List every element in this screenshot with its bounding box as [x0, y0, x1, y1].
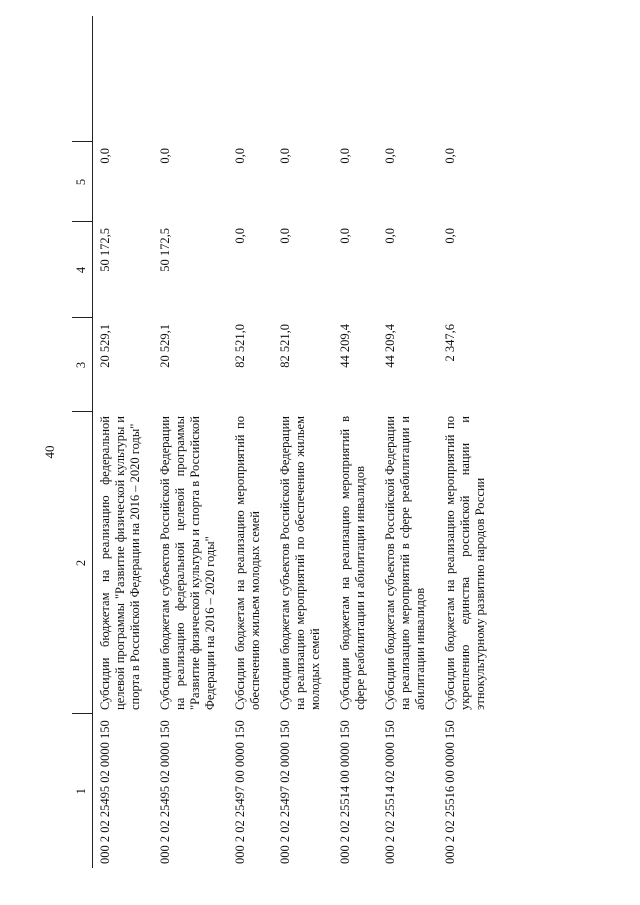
- header-col-1: 1: [72, 714, 93, 868]
- row-value-5: 0,0: [383, 148, 397, 164]
- row-description: Субсидии бюджетам на реализацию мероприятий в сфере реабилитации и абилитации инвалидов: [338, 416, 367, 710]
- row-description: Субсидии бюджетам субъектов Российской Федерации на реализацию мероприятий по обеспечению жильем молодых семей: [278, 416, 322, 710]
- row-value-5: 0,0: [233, 148, 247, 164]
- row-description: Субсидии бюджетам на реализацию мероприятий по обеспечению жильем молодых семей: [233, 416, 262, 710]
- row-code: 000 2 02 25495 02 0000 150: [98, 720, 112, 864]
- header-col-4: 4: [72, 222, 93, 318]
- row-code: 000 2 02 25514 02 0000 150: [383, 720, 397, 864]
- row-description: Субсидии бюджетам на реализацию федеральной целевой программы "Развитие физической культуры и спорта в Российской Федерации на 2016 – 2020 годы": [98, 416, 142, 710]
- row-value-3: 44 209,4: [383, 324, 397, 368]
- row-value-4: 0,0: [443, 228, 457, 244]
- header-col-2: 2: [72, 412, 93, 714]
- table-row: [438, 16, 498, 868]
- row-value-3: 20 529,1: [98, 324, 112, 368]
- row-value-5: 0,0: [338, 148, 352, 164]
- row-value-5: 0,0: [158, 148, 172, 164]
- rotated-table-wrapper: [72, 16, 564, 868]
- budget-table: [72, 16, 498, 868]
- row-code: 000 2 02 25497 02 0000 150: [278, 720, 292, 864]
- row-description: Субсидии бюджетам субъектов Российской Федерации на реализацию мероприятий в сфере реабилитации и абилитации инвалидов: [383, 416, 427, 710]
- table-row: [93, 16, 154, 868]
- row-empty: [228, 16, 273, 142]
- header-col-5: 5: [72, 142, 93, 222]
- table-row: [273, 16, 333, 868]
- row-value-3: 82 521,0: [233, 324, 247, 368]
- row-value-4: 0,0: [383, 228, 397, 244]
- row-value-5: 0,0: [278, 148, 292, 164]
- row-code: 000 2 02 25497 00 0000 150: [233, 720, 247, 864]
- table-row: [228, 16, 273, 868]
- row-code: 000 2 02 25495 02 0000 150: [158, 720, 172, 864]
- row-empty: [153, 16, 228, 142]
- table-row: [153, 16, 228, 868]
- row-value-3: 20 529,1: [158, 324, 172, 368]
- table-header-row: [72, 16, 93, 868]
- row-description: Субсидии бюджетам субъектов Российской Федерации на реализацию федеральной целевой программы "Развитие физической культуры и спорта в Российской Федерации на 2016 – 2020 годы": [158, 416, 217, 710]
- row-code: 000 2 02 25516 00 0000 150: [443, 720, 457, 864]
- row-empty: [273, 16, 333, 142]
- row-value-4: 0,0: [233, 228, 247, 244]
- header-col-3: 3: [72, 318, 93, 412]
- row-description: Субсидии бюджетам на реализацию мероприятий по укреплению единства российской нации и этнокультурному развитию народов России: [443, 416, 487, 710]
- row-empty: [333, 16, 378, 142]
- row-value-4: 0,0: [278, 228, 292, 244]
- row-value-4: 50 172,5: [98, 228, 112, 272]
- row-value-4: 0,0: [338, 228, 352, 244]
- page-number: 40: [42, 445, 57, 459]
- row-value-3: 44 209,4: [338, 324, 352, 368]
- header-blank: [72, 16, 93, 142]
- row-value-4: 50 172,5: [158, 228, 172, 272]
- row-value-5: 0,0: [98, 148, 112, 164]
- row-empty: [438, 16, 498, 142]
- table-row: [333, 16, 378, 868]
- row-empty: [378, 16, 438, 142]
- row-value-3: 82 521,0: [278, 324, 292, 368]
- row-empty: [93, 16, 154, 142]
- row-value-5: 0,0: [443, 148, 457, 164]
- row-code: 000 2 02 25514 00 0000 150: [338, 720, 352, 864]
- table-row: [378, 16, 438, 868]
- row-value-3: 2 347,6: [443, 324, 457, 362]
